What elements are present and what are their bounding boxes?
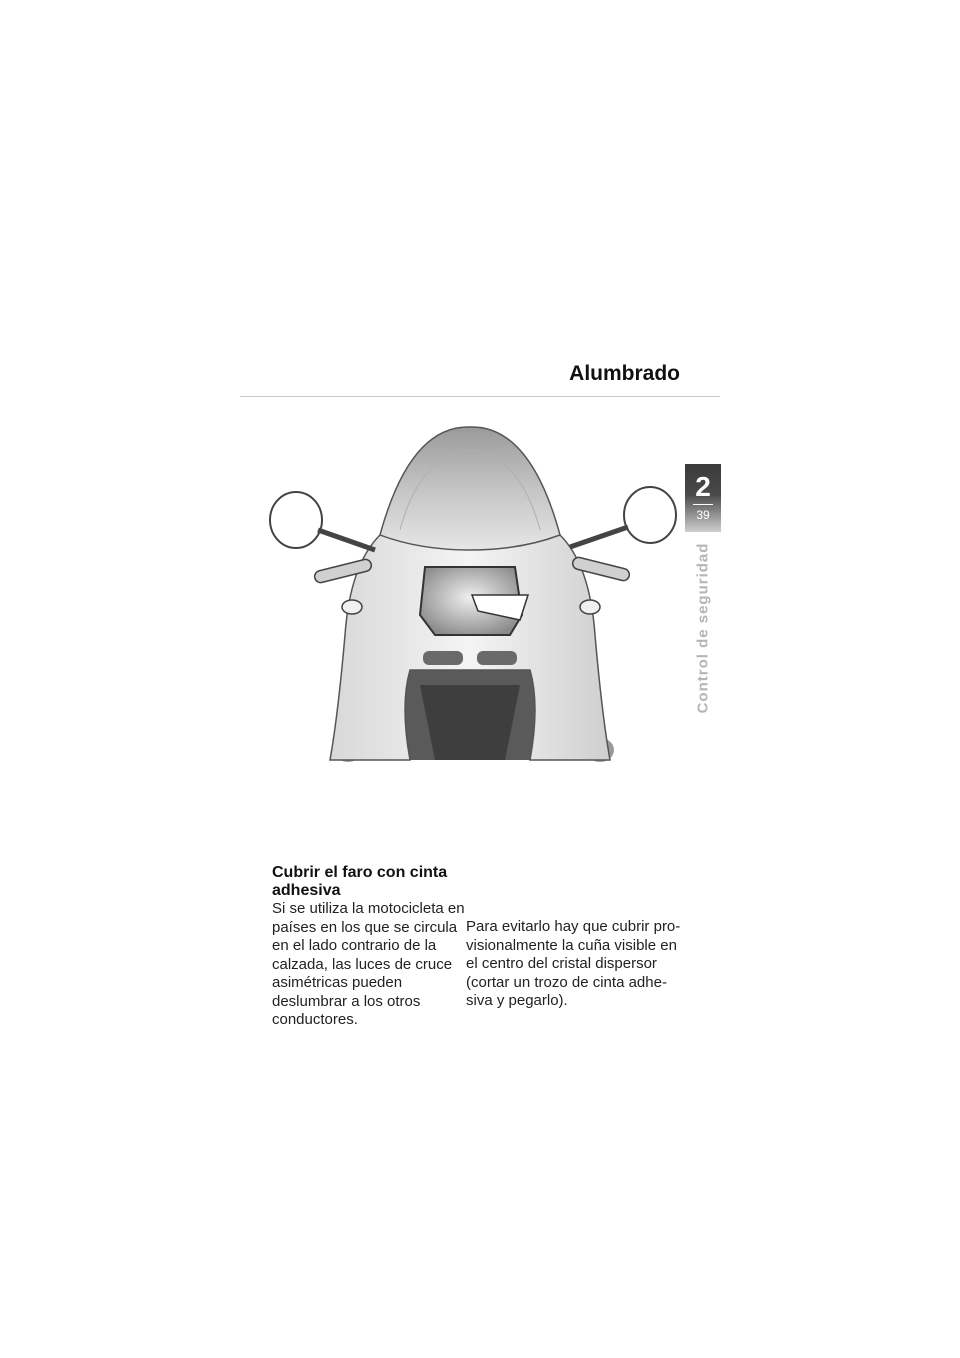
chapter-tab <box>685 464 721 532</box>
paragraph-right: Para evitarlo hay que cubrir pro-visionalmente la cuña visible en el centro del cristal dispersor (cortar un trozo de cinta adhe-siva y pegarlo). <box>466 918 681 1009</box>
right-column <box>466 918 686 1011</box>
chapter-number: 2 <box>695 471 711 502</box>
paragraph-left: Si se utiliza la motocicleta en países en los que se circula en el lado contrario de la calzada, las luces de cruce asimétricas pueden deslumbrar a los otros conductores. <box>272 900 465 1028</box>
motorcycle-front-illustration <box>260 415 680 765</box>
page-number: 39 <box>696 508 710 522</box>
chapter-separator <box>693 504 713 505</box>
left-column <box>272 864 472 1030</box>
section-side-label: Control de seguridad <box>694 542 712 714</box>
header-rule <box>240 396 720 397</box>
section-heading: Cubrir el faro con cinta adhesiva <box>272 864 448 899</box>
page-title: Alumbrado <box>569 362 680 385</box>
